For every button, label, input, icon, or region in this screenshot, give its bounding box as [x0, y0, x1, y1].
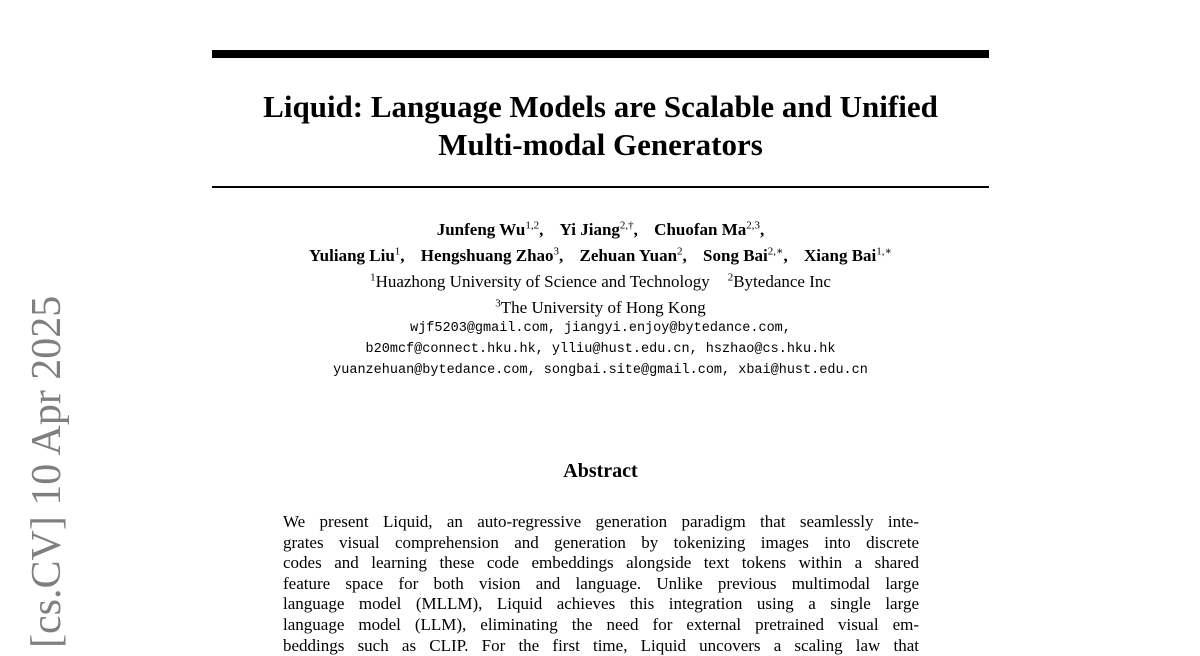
abstract-heading: Abstract [563, 460, 638, 482]
author-line-2 [212, 241, 989, 268]
title-line-1: Liquid: Language Models are Scalable and Unified [263, 89, 938, 124]
author: Xiang Bai$^{1,∗}$ [804, 245, 893, 266]
arxiv-stamp: [cs.CV] 10 Apr 2025 [24, 295, 70, 648]
affiliations [212, 266, 989, 319]
abstract-line: grates visual comprehension and generation by tokenizing images into discrete [283, 532, 919, 552]
affiliation: $^1$Huazhong University of Science and Technology [370, 271, 710, 291]
abstract-body [283, 512, 919, 656]
affiliation-line-2 [212, 293, 989, 320]
author: Yi Jiang$^{2,\dagger}$, [559, 219, 638, 239]
author: Chuofan Ma$^{2,3}$, [654, 219, 765, 239]
author-list [212, 214, 989, 267]
abstract-line: feature space for both vision and language. Unlike previous multimodal large [283, 573, 919, 593]
top-rule [212, 50, 989, 58]
abstract-line: language model (MLLM), Liquid achieves this integration using a single large [283, 594, 919, 614]
abstract-line: language model (LLM), eliminating the need for external pretrained visual em- [283, 614, 919, 634]
email-list [212, 318, 989, 381]
email-line: b20mcf@connect.hku.hk, ylliu@hust.edu.cn, hszhao@cs.hku.hk [365, 342, 836, 357]
paper-title [212, 88, 989, 164]
author-line-1 [212, 214, 989, 241]
abstract-line: codes and learning these code embeddings alongside text tokens within a shared [283, 553, 919, 573]
abstract-line: beddings such as CLIP. For the first time, Liquid uncovers a scaling law that [283, 635, 919, 655]
title-line-2: Multi-modal Generators [438, 127, 763, 162]
affiliation-line-1 [212, 266, 989, 293]
abstract-line: We present Liquid, an auto-regressive generation paradigm that seamlessly inte- [283, 512, 919, 531]
affiliation: $^2$Bytedance Inc [727, 271, 831, 291]
author: Song Bai$^{2,∗}$, [703, 245, 788, 266]
author: Yuliang Liu$^1$, [308, 245, 405, 266]
affiliation: $^3$The University of Hong Kong [495, 297, 706, 318]
author: Junfeng Wu$^{1,2}$, [436, 219, 544, 239]
email-line: wjf5203@gmail.com, jiangyi.enjoy@bytedance.com, [410, 321, 791, 336]
title-rule [212, 186, 989, 188]
author: Zehuan Yuan$^2$, [579, 245, 687, 266]
author: Hengshuang Zhao$^3$, [420, 245, 564, 266]
email-line: yuanzehuan@bytedance.com, songbai.site@gmail.com, xbai@hust.edu.cn [333, 363, 868, 378]
